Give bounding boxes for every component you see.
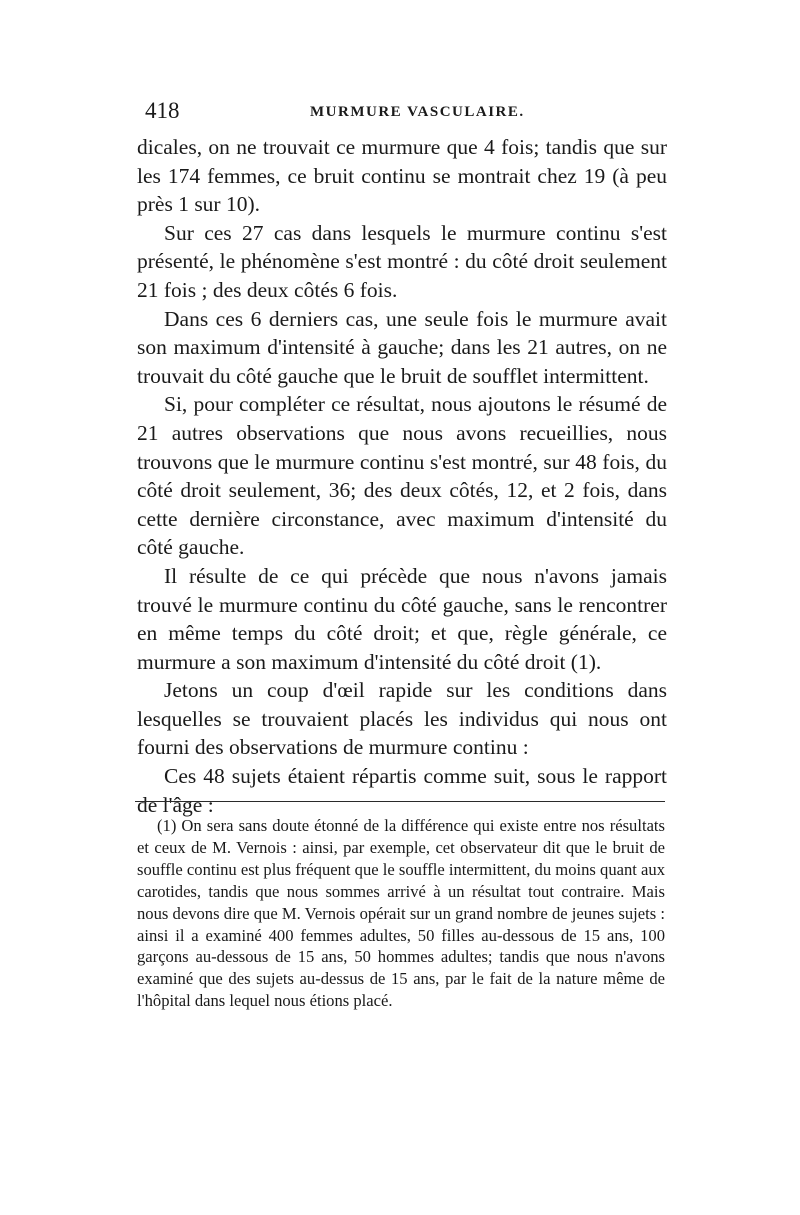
paragraph: Dans ces 6 derniers cas, une seule fois le murmure avait son maximum d'intensité à gauche; dans les 21 autres, on ne trouvait du côté gauche que le bruit de soufflet intermittent. bbox=[137, 306, 667, 388]
footnote-divider bbox=[135, 801, 665, 802]
page-number: 418 bbox=[145, 98, 180, 123]
paragraph-continuation: dicales, on ne trouvait ce murmure que 4 fois; tandis que sur les 174 femmes, ce bruit continu se montrait chez 19 (à peu près 1 sur 10). bbox=[137, 135, 667, 217]
footnote: (1) On sera sans doute étonné de la différence qui existe entre nos résultats et ceux de M. Vernois : ainsi, par exemple, cet observateur dit que le bruit de souffle continu est plus fréquent que le souffle intermittent, du moins quant aux carotides, tandis que nous sommes arrivé à un résultat tout contraire. Mais nous devons dire que M. Vernois opérait sur un grand nombre de jeunes sujets : ainsi il a examiné 400 femmes adultes, 50 filles au-dessous de 15 ans, 100 garçons au-dessous de 15 ans, 50 hommes adultes; tandis que nous n'avons examiné que des sujets au-dessus de 15 ans, par le fait de la nature même de l'hôpital dans lequel nous étions placé. bbox=[137, 816, 665, 1011]
paragraph: Ces 48 sujets étaient répartis comme suit, sous le rapport de l'âge : bbox=[137, 764, 667, 817]
running-head bbox=[145, 96, 665, 126]
running-title: MURMURE VASCULAIRE. bbox=[310, 104, 525, 120]
paragraph: Si, pour compléter ce résultat, nous ajoutons le résumé de 21 autres observations que nous avons recueillies, nous trouvons que le murmure continu s'est montré, sur 48 fois, du côté droit seulement, 36; des deux côtés, 12, et 2 fois, dans cette dernière circonstance, avec maximum d'intensité du côté gauche. bbox=[137, 392, 667, 560]
paragraph: Sur ces 27 cas dans lesquels le murmure continu s'est présenté, le phénomène s'est montré : du côté droit seulement 21 fois ; des deux côtés 6 fois. bbox=[137, 220, 667, 302]
body-text bbox=[137, 133, 667, 819]
paragraph: Jetons un coup d'œil rapide sur les conditions dans lesquelles se trouvaient placés les individus qui nous ont fourni des observations de murmure continu : bbox=[137, 678, 667, 760]
paragraph: Il résulte de ce qui précède que nous n'avons jamais trouvé le murmure continu du côté gauche, sans le rencontrer en même temps du côté droit; et que, règle générale, ce murmure a son maximum d'intensité du côté droit (1). bbox=[137, 563, 667, 674]
